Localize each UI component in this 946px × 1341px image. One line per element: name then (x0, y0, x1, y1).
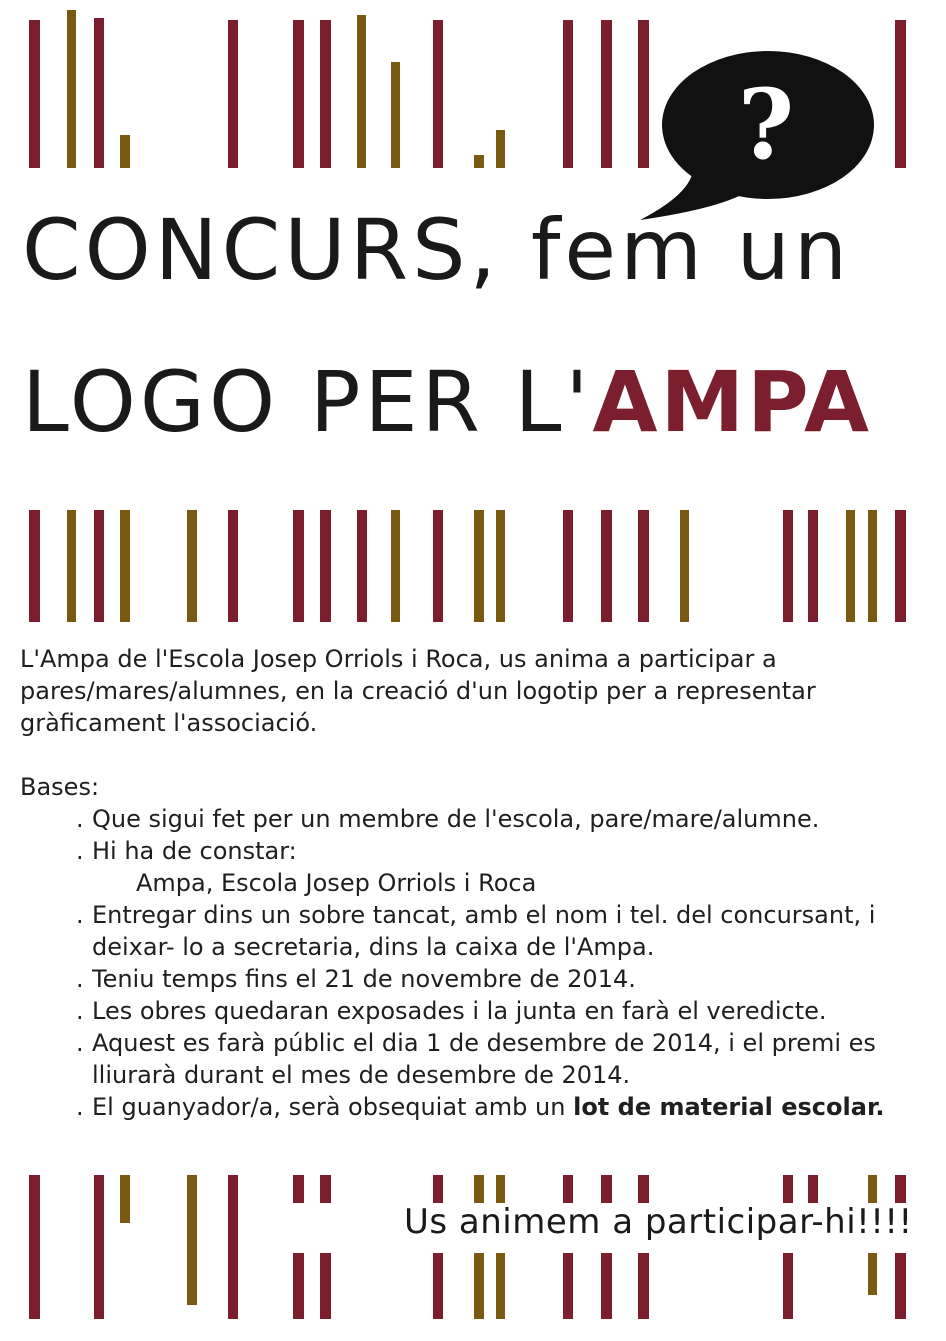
decor-bar (474, 1175, 484, 1203)
list-item: . Aquest es farà públic el dia 1 de desembre de 2014, i el premi es lliurarà durant el mes de desembre de 2014. (76, 1029, 876, 1089)
decor-bar (601, 510, 612, 622)
list-item: . Les obres quedaran exposades i la junta en farà el veredicte. (76, 997, 827, 1025)
decor-bar (601, 1175, 612, 1203)
list-item: . El guanyador/a, serà obsequiat amb un lot de material escolar. (76, 1093, 885, 1121)
decor-bar (391, 62, 400, 168)
decor-bar (638, 1253, 649, 1319)
decor-bar (29, 20, 40, 168)
decor-bar (67, 10, 76, 168)
decor-bar (895, 1253, 906, 1319)
decor-bar (391, 510, 400, 622)
decor-bar (895, 1175, 906, 1203)
list-item: Ampa, Escola Josep Orriols i Roca (136, 869, 537, 897)
decor-bar (228, 1175, 238, 1319)
list-item: . Hi ha de constar: (76, 837, 297, 865)
decor-bar (320, 510, 331, 622)
decor-bar (357, 510, 367, 622)
bullet: . (76, 965, 84, 993)
title-line-2 (22, 353, 872, 451)
decor-bar (120, 135, 130, 168)
decor-bar (563, 20, 573, 168)
decor-bar (783, 1253, 793, 1319)
decor-bar (846, 510, 855, 622)
title-line-2-prefix: LOGO PER L' (22, 353, 593, 451)
decor-bar (496, 1175, 505, 1203)
prize-highlight: lot de material escolar. (573, 1093, 885, 1121)
closing-call-to-action: Us animem a participar-hi!!!! (404, 1202, 913, 1242)
decor-bar (320, 1253, 331, 1319)
bullet: . (76, 1093, 84, 1121)
decor-bar (94, 18, 104, 168)
decor-bar (474, 1253, 484, 1319)
bases-list (20, 803, 920, 1123)
decor-bar (67, 510, 76, 622)
bullet: . (76, 901, 84, 929)
decor-bar (563, 510, 573, 622)
decor-bar (496, 130, 505, 168)
decor-bar (29, 510, 40, 622)
decor-bar (228, 20, 238, 168)
decor-bar (563, 1175, 573, 1203)
decor-bar (601, 20, 612, 168)
bullet: . (76, 997, 84, 1025)
decor-bar (94, 1175, 104, 1319)
decor-bar (228, 510, 238, 622)
decor-bar (680, 510, 689, 622)
decor-bar (433, 510, 443, 622)
question-mark: ? (737, 68, 795, 181)
list-item: . Entregar dins un sobre tancat, amb el nom i tel. del concursant, i deixar- lo a secretaria, dins la caixa de l'Ampa. (76, 901, 876, 961)
list-item: . Teniu temps fins el 21 de novembre de 2014. (76, 965, 636, 993)
decor-bar (293, 1253, 304, 1319)
decor-bar (638, 1175, 649, 1203)
bullet: . (76, 805, 84, 833)
decor-bar (496, 510, 505, 622)
decor-bar (187, 1175, 197, 1305)
decor-bar (474, 510, 484, 622)
decor-bar (895, 20, 906, 168)
decor-bar (29, 1175, 40, 1319)
decor-bar (320, 20, 331, 168)
bullet: . (76, 1029, 84, 1057)
list-item: . Que sigui fet per un membre de l'escola, pare/mare/alumne. (76, 805, 820, 833)
decor-bar (638, 510, 649, 622)
contest-description (20, 643, 920, 1123)
decor-bar (783, 510, 793, 622)
bases-heading: Bases: (20, 773, 100, 801)
decor-bar (357, 15, 366, 168)
decor-bar (433, 20, 443, 168)
decor-bar (808, 1175, 818, 1203)
decor-bar (808, 510, 818, 622)
intro-paragraph: L'Ampa de l'Escola Josep Orriols i Roca, us anima a participar a pares/mares/alumnes, en la creació d'un logotip per a representar gràficament l'associació. (20, 645, 816, 737)
decor-bar (895, 510, 906, 622)
title-line-1: CONCURS, fem un (22, 201, 852, 299)
decor-bar (868, 1253, 877, 1295)
decor-bar (120, 510, 130, 622)
decor-bar (601, 1253, 612, 1319)
decor-bar (94, 510, 104, 622)
decor-bar (320, 1175, 331, 1203)
title-accent-ampa: AMPA (592, 353, 872, 451)
decor-bar (563, 1253, 573, 1319)
decor-bar (433, 1253, 443, 1319)
decor-bar (474, 155, 484, 168)
decor-bar (187, 510, 197, 622)
decor-bar (868, 1175, 877, 1203)
decor-bar (433, 1175, 443, 1203)
decor-bar (868, 510, 877, 622)
decor-bar (293, 20, 304, 168)
decor-bar (496, 1253, 505, 1319)
decor-bar (293, 1175, 304, 1203)
decor-bar (120, 1175, 130, 1223)
decor-bar (293, 510, 304, 622)
bullet: . (76, 837, 84, 865)
decor-bar (783, 1175, 793, 1203)
